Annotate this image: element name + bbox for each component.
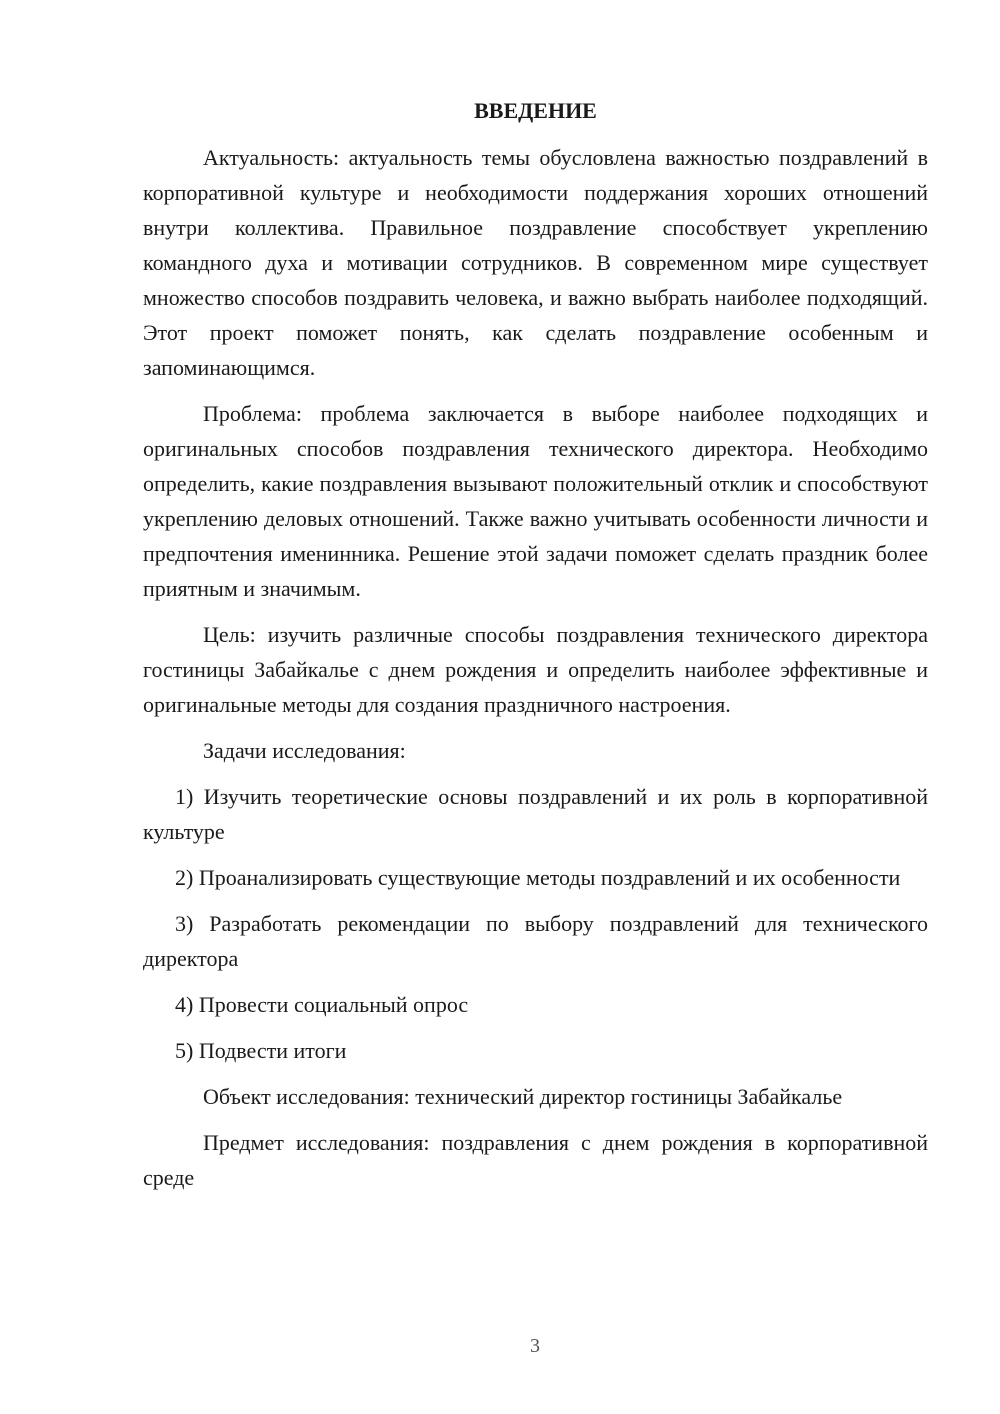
- relevance-paragraph: Актуальность: актуальность темы обусловлена важностью поздравлений в корпоративной культуре и необходимости поддержания хороших отношений внутри коллектива. Правильное поздравление способствует укреплению командного духа и мотивации сотрудников. В современном мире существует множество способов поздравить человека, и важно выбрать наиболее подходящий. Этот проект поможет понять, как сделать поздравление особенным и запоминающимся.: [143, 145, 928, 380]
- tasks-intro: Задачи исследования:: [203, 738, 406, 763]
- problem-paragraph: Проблема: проблема заключается в выборе наиболее подходящих и оригинальных способов поздравления технического директора. Необходимо определить, какие поздравления вызывают положительный отклик и способствуют укреплению деловых отношений. Также важно учитывать особенности личности и предпочтения именинника. Решение этой задачи поможет сделать праздник более приятным и значимым.: [143, 401, 928, 601]
- goal-paragraph: Цель: изучить различные способы поздравления технического директора гостиницы Забайкалье с днем рождения и определить наиболее эффективные и оригинальные методы для создания праздничного настроения.: [143, 622, 928, 717]
- object-paragraph: Объект исследования: технический директор гостиницы Забайкалье: [203, 1084, 843, 1109]
- task-item-4: 4) Провести социальный опрос: [175, 992, 469, 1017]
- section-heading: ВВЕДЕНИЕ: [474, 98, 597, 123]
- document-page: [143, 96, 928, 1195]
- task-item-3: 3) Разработать рекомендации по выбору поздравлений для технического директора: [143, 911, 928, 971]
- page-number: 3: [530, 1335, 540, 1357]
- task-item-2: 2) Проанализировать существующие методы поздравлений и их особенности: [175, 865, 901, 890]
- task-item-5: 5) Подвести итоги: [175, 1038, 347, 1063]
- subject-paragraph: Предмет исследования: поздравления с днем рождения в корпоративной среде: [143, 1130, 928, 1190]
- task-item-1: 1) Изучить теоретические основы поздравлений и их роль в корпоративной культуре: [143, 784, 928, 844]
